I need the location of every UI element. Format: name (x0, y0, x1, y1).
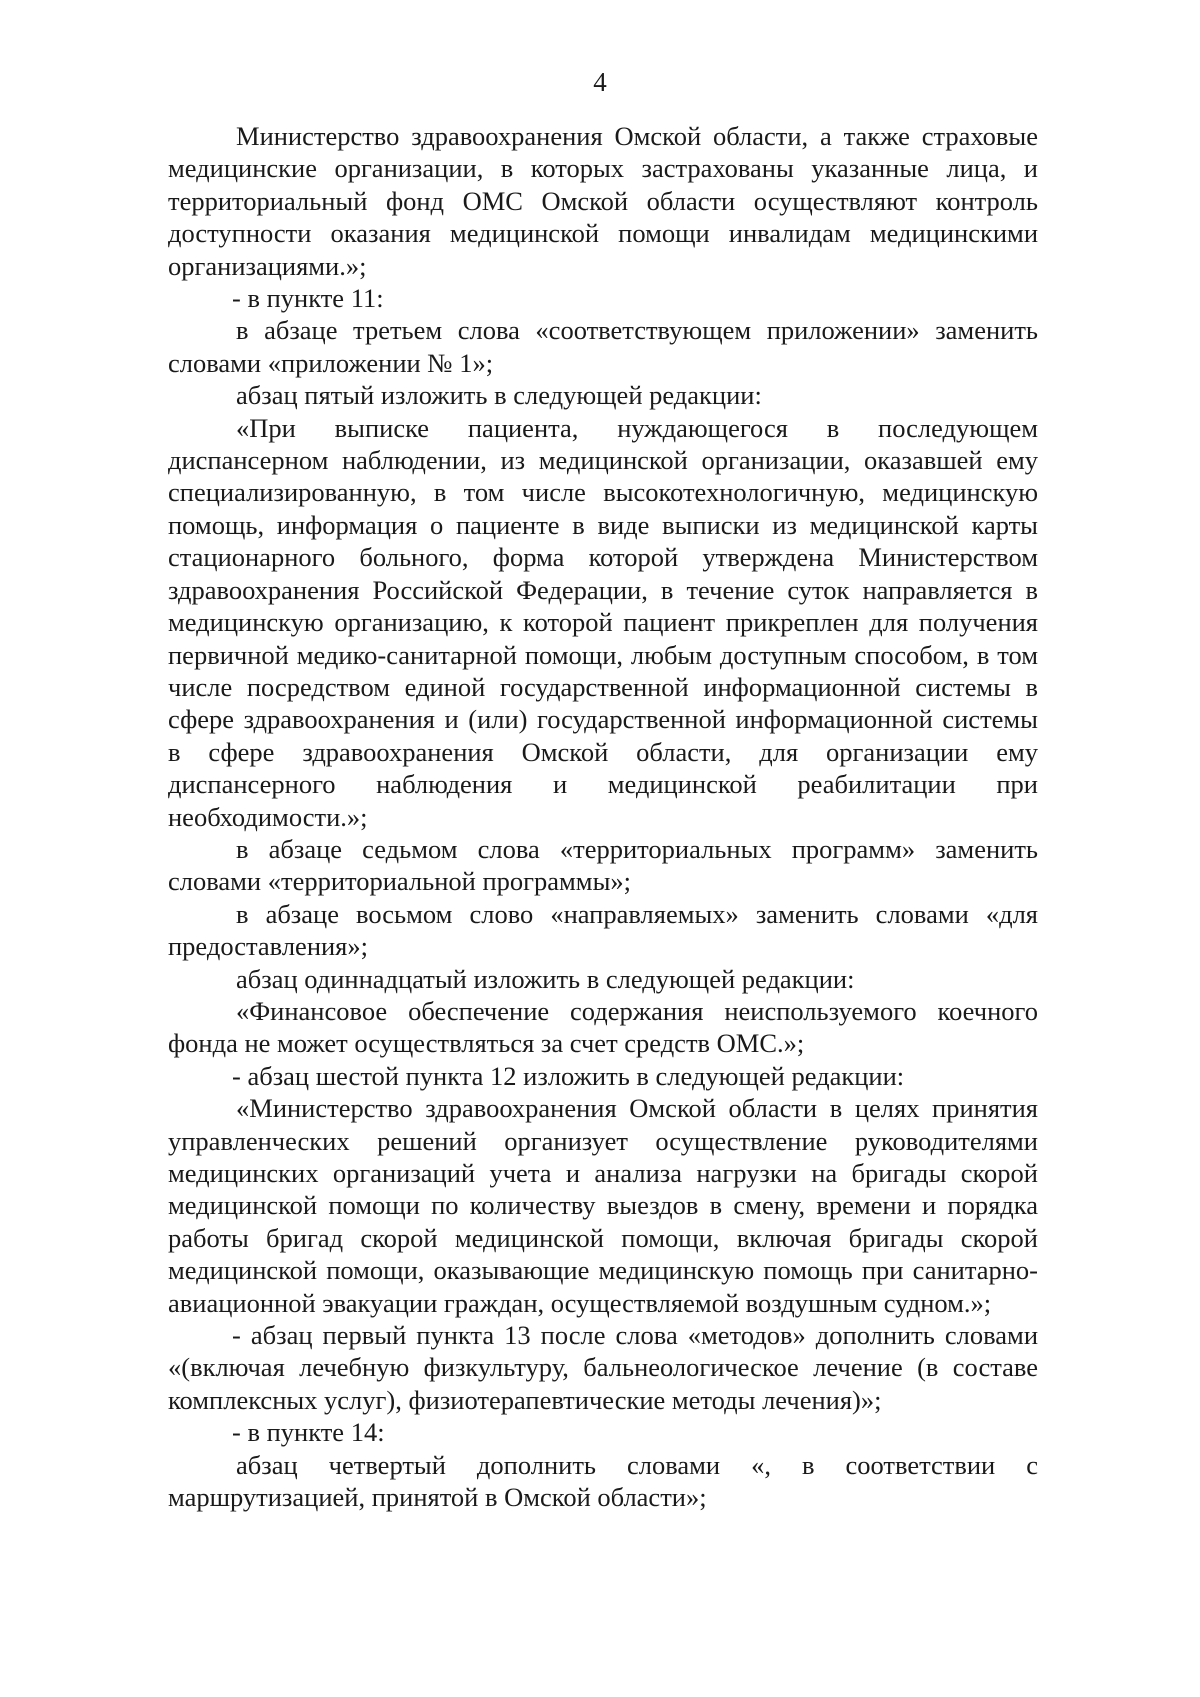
paragraph-abzac-4-routing: абзац четвертый дополнить словами «, в соответствии с маршрутизацией, принятой в Омской области»; (168, 1449, 1038, 1513)
paragraph-abzac-5-intro: абзац пятый изложить в следующей редакции: (236, 380, 762, 411)
item-point-13: - абзац первый пункта 13 после слова «методов» дополнить словами «(включая лечебную физкультуру, бальнеологическое лечение (в составе комплексных услуг), физиотерапевтические методы лечения)»; (168, 1320, 1038, 1415)
item-point-14: - в пункте 14: (232, 1417, 385, 1448)
paragraph-ministry-control: Министерство здравоохранения Омской области, а также страховые медицинские организации, в которых застрахованы указанные лица, и территориальный фонд ОМС Омской области осуществляют контроль доступности оказания медицинской помощи инвалидам медицинскими организациями.»; (168, 121, 1038, 281)
paragraph-abzac-3-change: в абзаце третьем слова «соответствующем приложении» заменить словами «приложении № 1»; (168, 315, 1038, 378)
paragraph-ambulance-quote: «Министерство здравоохранения Омской области в целях принятия управленческих решений организует осуществление руководителями медицинских организаций учета и анализа нагрузки на бригады скорой медицинской помощи по количеству выездов в смену, времени и порядка работы бригад скорой медицинской помощи, включая бригады скорой медицинской помощи, оказывающие медицинскую помощь при санитарно-авиационной эвакуации граждан, осуществляемой воздушным судном.»; (168, 1093, 1038, 1318)
page-number: 4 (593, 67, 607, 97)
paragraph-financing-quote: «Финансовое обеспечение содержания неиспользуемого коечного фонда не может осуществляться за счет средств ОМС.»; (168, 995, 1038, 1059)
item-point-11: - в пункте 11: (232, 283, 384, 314)
paragraph-abzac-7-change: в абзаце седьмом слова «территориальных программ» заменить словами «территориальной программы»; (168, 833, 1038, 897)
paragraph-abzac-8-change: в абзаце восьмом слово «направляемых» заменить словами «для предоставления»; (168, 898, 1038, 962)
document-body (168, 120, 1038, 1513)
paragraph-abzac-11-intro: абзац одиннадцатый изложить в следующей редакции: (236, 963, 855, 994)
item-point-12: - абзац шестой пункта 12 изложить в следующей редакции: (232, 1060, 905, 1091)
paragraph-discharge-quote: «При выписке пациента, нуждающегося в последующем диспансерном наблюдении, из медицинской организации, оказавшей ему специализированную, в том числе высокотехнологичную, медицинскую помощь, информация о пациенте в виде выписки из медицинской карты стационарного больного, форма которой утверждена Министерством здравоохранения Российской Федерации, в течение суток направляется в медицинскую организацию, к которой пациент прикреплен для получения первичной медико-санитарной помощи, любым доступным способом, в том числе посредством единой государственной информационной системы в сфере здравоохранения и (или) государственной информационной системы в сфере здравоохранения Омской области, для организации ему диспансерного наблюдения и медицинской реабилитации при необходимости.»; (168, 412, 1038, 832)
